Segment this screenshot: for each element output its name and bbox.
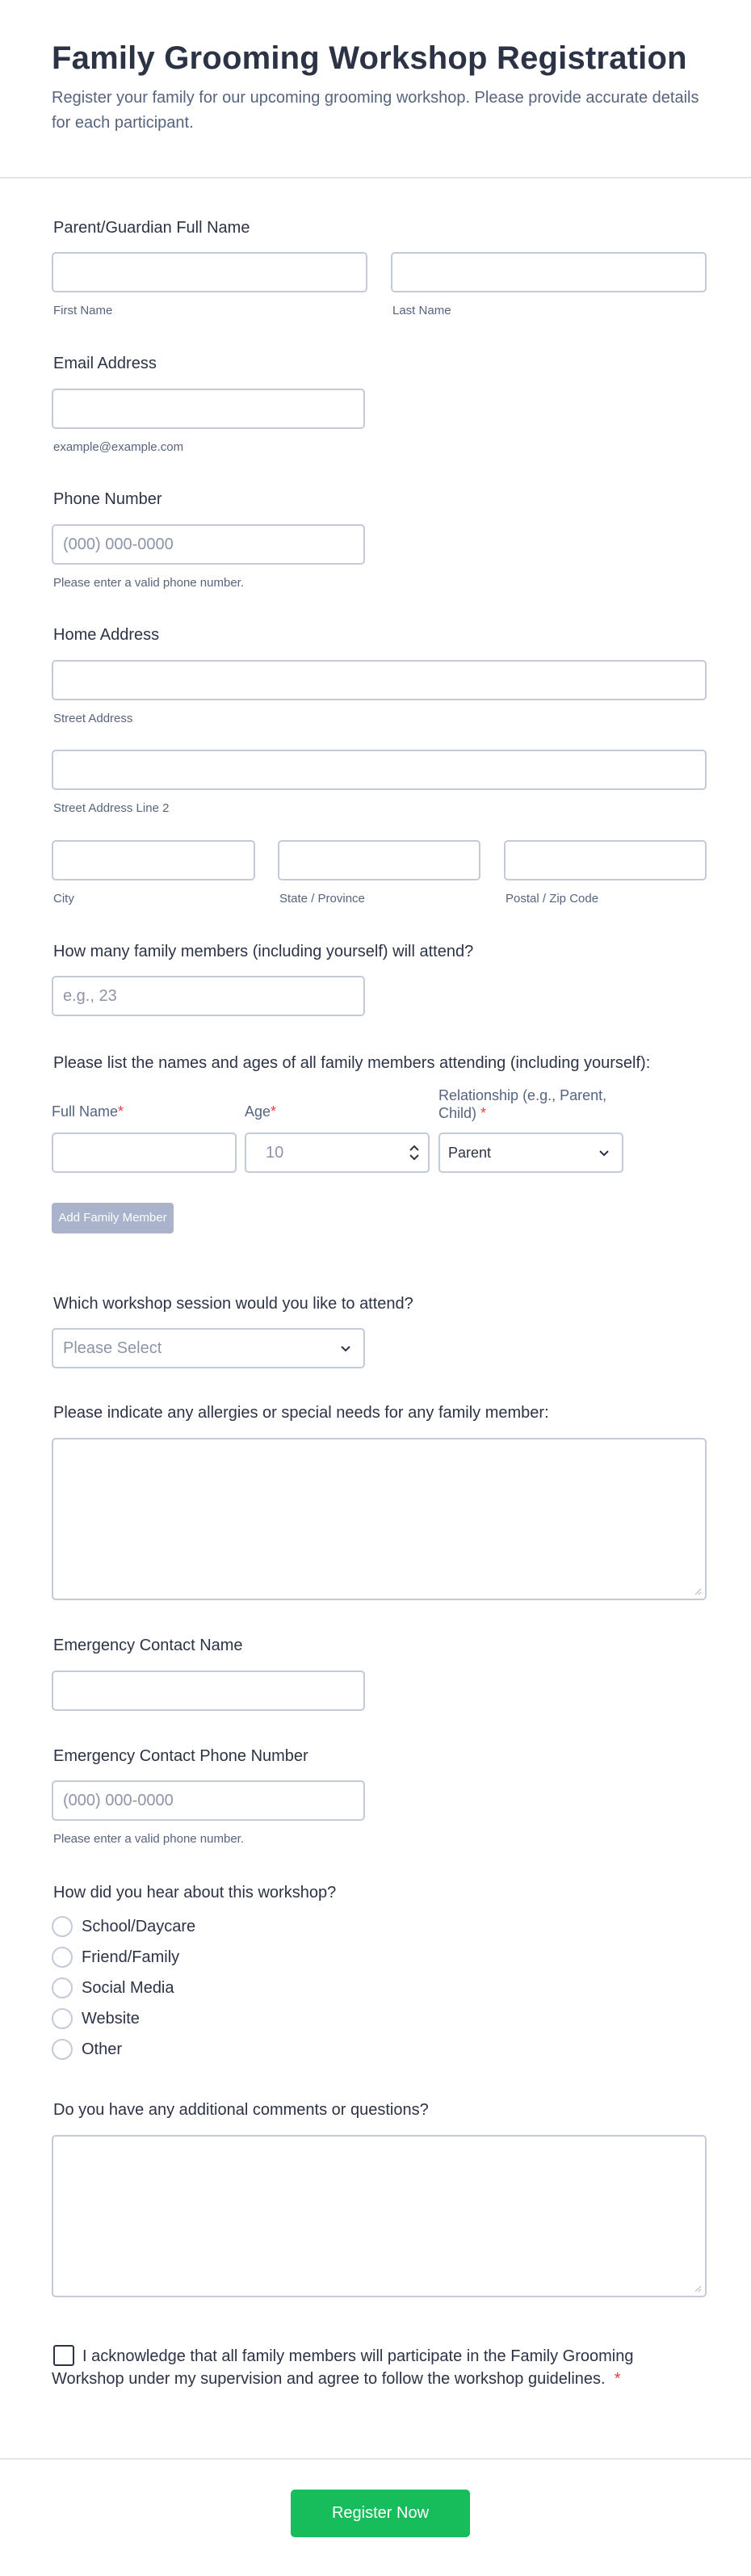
street-address-line2-sublabel: Street Address Line 2 bbox=[53, 801, 170, 815]
relationship-select[interactable] bbox=[438, 1133, 623, 1173]
chevron-down-icon bbox=[339, 1342, 352, 1355]
emergency-phone-placeholder: (000) 000-0000 bbox=[63, 1792, 174, 1809]
radio-label: School/Daycare bbox=[82, 1918, 196, 1935]
emergency-phone-input[interactable] bbox=[52, 1780, 365, 1821]
col-full-name-header bbox=[52, 1103, 124, 1120]
email-label: Email Address bbox=[53, 355, 157, 372]
phone-placeholder: (000) 000-0000 bbox=[63, 536, 174, 553]
radio-label: Friend/Family bbox=[82, 1948, 180, 1966]
street-address-input[interactable] bbox=[52, 660, 707, 700]
last-name-sublabel: Last Name bbox=[392, 304, 451, 317]
col-relationship-header bbox=[438, 1086, 624, 1122]
form-title: Family Grooming Workshop Registration bbox=[52, 40, 687, 76]
relationship-selected-value: Parent bbox=[448, 1145, 492, 1161]
number-stepper-icon[interactable] bbox=[409, 1144, 420, 1162]
acknowledge-label: I acknowledge that all family members will participate in the Family Grooming Workshop under my supervision and agree to follow the workshop guidelines. bbox=[52, 2347, 634, 2388]
emergency-phone-label: Emergency Contact Phone Number bbox=[53, 1747, 308, 1765]
zip-sublabel: Postal / Zip Code bbox=[506, 892, 599, 906]
allergies-label: Please indicate any allergies or special needs for any family member: bbox=[53, 1404, 549, 1422]
allergies-textarea[interactable] bbox=[52, 1438, 707, 1600]
col-relationship-label: Relationship (e.g., Parent, Child) bbox=[438, 1087, 607, 1121]
radio-circle[interactable] bbox=[52, 2008, 73, 2029]
referral-label: How did you hear about this workshop? bbox=[53, 1884, 337, 1902]
radio-label: Website bbox=[82, 2010, 140, 2028]
add-family-member-button[interactable]: Add Family Member bbox=[52, 1203, 174, 1233]
address-label: Home Address bbox=[53, 626, 160, 644]
guardian-name-label: Parent/Guardian Full Name bbox=[53, 219, 250, 237]
radio-circle[interactable] bbox=[52, 1916, 73, 1937]
members-label: Please list the names and ages of all family members attending (including yourself): bbox=[53, 1054, 651, 1072]
radio-circle[interactable] bbox=[52, 1947, 73, 1968]
chevron-down-icon bbox=[598, 1146, 610, 1159]
comments-textarea[interactable] bbox=[52, 2135, 707, 2297]
member-count-placeholder: e.g., 23 bbox=[63, 987, 117, 1005]
form-subtitle: Register your family for our upcoming grooming workshop. Please provide accurate details for each participant. bbox=[52, 89, 699, 132]
col-age-header bbox=[245, 1103, 276, 1120]
member-count-label: How many family members (including yourself) will attend? bbox=[53, 943, 474, 960]
phone-sublabel: Please enter a valid phone number. bbox=[53, 576, 244, 590]
required-asterisk: * bbox=[480, 1105, 487, 1121]
member-full-name-input[interactable] bbox=[52, 1133, 237, 1173]
radio-label: Other bbox=[82, 2040, 123, 2058]
city-sublabel: City bbox=[53, 892, 74, 906]
first-name-input[interactable] bbox=[52, 252, 367, 292]
first-name-sublabel: First Name bbox=[53, 304, 113, 317]
city-input[interactable] bbox=[52, 840, 255, 880]
last-name-input[interactable] bbox=[391, 252, 707, 292]
radio-circle[interactable] bbox=[52, 2039, 73, 2060]
member-count-input[interactable] bbox=[52, 976, 365, 1016]
emergency-name-label: Emergency Contact Name bbox=[53, 1637, 243, 1654]
state-sublabel: State / Province bbox=[279, 892, 365, 906]
street-address-sublabel: Street Address bbox=[53, 712, 133, 725]
resize-handle-icon[interactable] bbox=[694, 1587, 702, 1595]
state-input[interactable] bbox=[278, 840, 480, 880]
col-age-label: Age bbox=[245, 1103, 271, 1120]
header-divider bbox=[0, 177, 751, 179]
phone-label: Phone Number bbox=[53, 490, 162, 508]
required-asterisk: * bbox=[271, 1103, 277, 1120]
acknowledge-text bbox=[52, 2345, 665, 2390]
radio-circle[interactable] bbox=[52, 1977, 73, 1998]
member-age-placeholder: 10 bbox=[266, 1144, 284, 1162]
zip-input[interactable] bbox=[504, 840, 707, 880]
session-label: Which workshop session would you like to attend? bbox=[53, 1295, 413, 1313]
session-select[interactable] bbox=[52, 1328, 365, 1368]
member-age-input[interactable] bbox=[245, 1133, 430, 1173]
required-asterisk: * bbox=[614, 2370, 621, 2388]
col-full-name-label: Full Name bbox=[52, 1103, 119, 1120]
session-selected-value: Please Select bbox=[63, 1339, 162, 1357]
comments-label: Do you have any additional comments or questions? bbox=[53, 2101, 429, 2119]
email-sublabel: example@example.com bbox=[53, 440, 184, 454]
street-address-line2-input[interactable] bbox=[52, 750, 707, 790]
emergency-phone-sublabel: Please enter a valid phone number. bbox=[53, 1832, 244, 1846]
footer-divider bbox=[0, 2458, 751, 2460]
resize-handle-icon[interactable] bbox=[694, 2284, 702, 2292]
radio-label: Social Media bbox=[82, 1979, 174, 1997]
emergency-name-input[interactable] bbox=[52, 1670, 365, 1711]
email-input[interactable] bbox=[52, 389, 365, 429]
required-asterisk: * bbox=[118, 1103, 124, 1120]
register-now-button[interactable]: Register Now bbox=[291, 2490, 470, 2537]
phone-input[interactable] bbox=[52, 524, 365, 565]
